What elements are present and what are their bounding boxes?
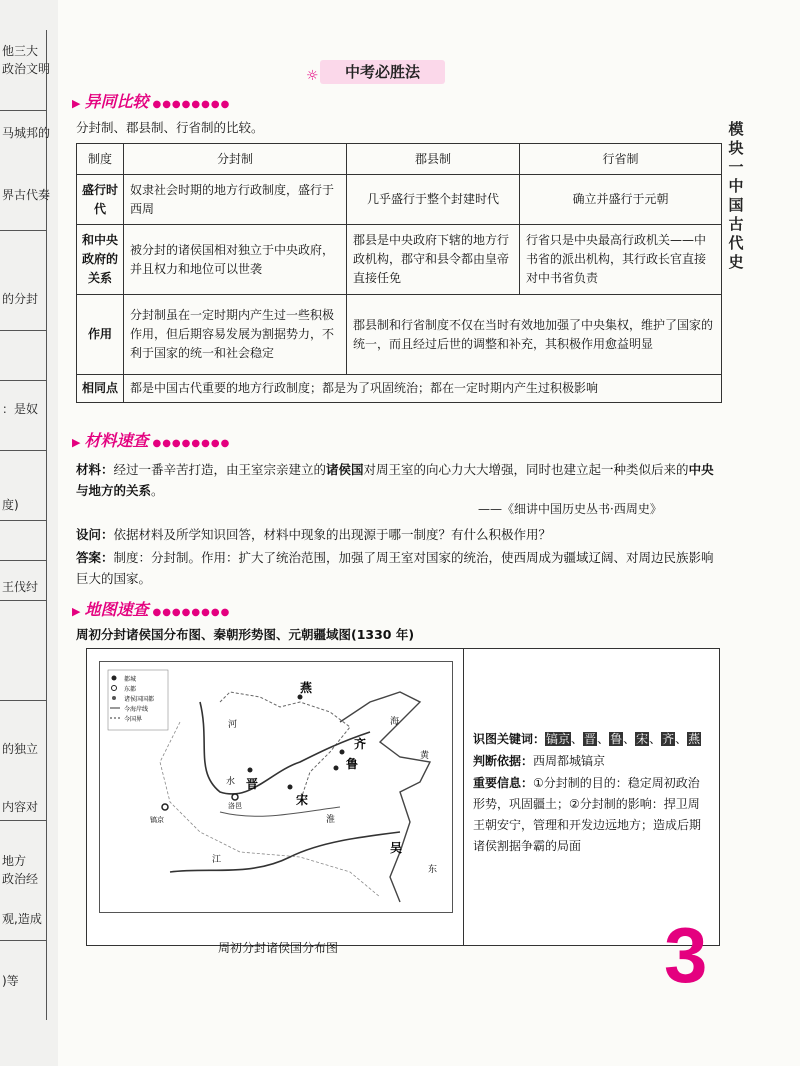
left-rule bbox=[0, 820, 46, 821]
question-label: 设问： bbox=[76, 527, 114, 542]
row-label: 相同点 bbox=[77, 375, 124, 403]
keyword-chip: 晋 bbox=[584, 732, 597, 746]
table-row bbox=[77, 175, 722, 225]
page-number: 3 bbox=[664, 911, 708, 999]
map-basis bbox=[473, 751, 711, 772]
material-source: ——《细讲中国历史丛书·西周史》 bbox=[478, 502, 662, 516]
historical-map bbox=[100, 662, 452, 912]
left-rule bbox=[0, 940, 46, 941]
info-label: 重要信息： bbox=[473, 776, 534, 790]
state-capital-marker bbox=[340, 750, 345, 755]
legend-capital-symbol bbox=[112, 676, 117, 681]
row-label: 盛行时代 bbox=[77, 175, 124, 225]
coastline bbox=[340, 692, 430, 902]
left-rule bbox=[0, 230, 46, 231]
table-row bbox=[77, 375, 722, 403]
material-text: 。 bbox=[151, 483, 164, 498]
left-rule bbox=[0, 520, 46, 521]
map-label-huai: 淮 bbox=[326, 815, 336, 825]
answer-paragraph bbox=[76, 547, 716, 589]
map-label-jiang: 江 bbox=[212, 855, 222, 865]
answer-text: 制度：分封制。作用：扩大了统治范围，加强了周王室对国家的统治，使西周成为疆域辽阔、对周边民族影响巨大的国家。 bbox=[76, 550, 714, 586]
state-capital-marker bbox=[288, 785, 293, 790]
keywords-label: 识图关键词： bbox=[473, 732, 546, 746]
answer-label: 答案： bbox=[76, 550, 114, 565]
left-rule bbox=[0, 560, 46, 561]
legend-text: 诸侯国国都 bbox=[124, 696, 155, 703]
left-fragment: 的独立 bbox=[2, 742, 39, 756]
left-fragment: 他三大 bbox=[2, 44, 39, 58]
left-fragment: 内容对 bbox=[2, 800, 39, 814]
luoyi-capital-marker bbox=[232, 794, 238, 800]
left-fragment: 地方 bbox=[2, 854, 27, 868]
map-label-water: 水 bbox=[226, 777, 236, 787]
section-title-material bbox=[72, 428, 230, 451]
keyword-chip: 燕 bbox=[688, 732, 701, 746]
legend-state-capital-symbol bbox=[112, 696, 116, 700]
left-fragment: )等 bbox=[2, 974, 19, 988]
map-label-luoyi: 洛邑 bbox=[228, 802, 242, 810]
left-rule bbox=[0, 600, 46, 601]
left-fragment: ：是奴 bbox=[2, 402, 39, 416]
basis-text: 西周都城镐京 bbox=[533, 754, 606, 768]
left-fragment: 观,造成 bbox=[2, 912, 42, 926]
material-label: 材料： bbox=[76, 462, 114, 477]
left-rule bbox=[0, 700, 46, 701]
section-title-text: 材料速查 bbox=[84, 431, 149, 450]
map-intro: 周初分封诸侯国分布图、秦朝形势图、元朝疆域图(1330 年) bbox=[76, 627, 415, 642]
section-title-map bbox=[72, 597, 230, 620]
dots-decoration: ●●●●●●●● bbox=[152, 99, 231, 110]
map-label-river: 河 bbox=[228, 720, 238, 730]
table-header: 分封制 bbox=[124, 144, 347, 175]
section-intro: 分封制、郡县制、行省制的比较。 bbox=[76, 120, 264, 135]
map-label-lu: 鲁 bbox=[346, 757, 359, 771]
state-capital-marker bbox=[334, 766, 339, 771]
map-info bbox=[473, 773, 711, 857]
map-label-wu: 吴 bbox=[390, 841, 403, 855]
keyword-chip: 宋 bbox=[636, 732, 649, 746]
legend-text: 都城 bbox=[124, 676, 137, 683]
left-fragment: 政治经 bbox=[2, 872, 39, 886]
table-header: 制度 bbox=[77, 144, 124, 175]
state-capital-marker bbox=[248, 768, 253, 773]
keyword-chip: 鲁 bbox=[610, 732, 623, 746]
left-fragment: 的分封 bbox=[2, 292, 39, 306]
table-cell: 确立并盛行于元朝 bbox=[520, 175, 722, 225]
map-label-haojing: 镐京 bbox=[150, 816, 164, 824]
table-cell: 都是中国古代重要的地方行政制度；都是为了巩固统治；都在一定时期内产生过积极影响 bbox=[124, 375, 722, 403]
left-fragment: 界古代奏 bbox=[2, 188, 51, 202]
triangle-icon: ▶ bbox=[72, 97, 81, 110]
triangle-icon: ▶ bbox=[72, 436, 81, 449]
map-label-qi: 齐 bbox=[354, 737, 367, 751]
triangle-icon: ▶ bbox=[72, 605, 81, 618]
sun-icon: ☼ bbox=[306, 68, 319, 84]
table-cell: 行省只是中央最高行政机关——中书省的派出机构，其行政长官直接对中书省负责 bbox=[520, 225, 722, 295]
left-rule bbox=[0, 110, 46, 111]
material-paragraph bbox=[76, 459, 716, 501]
yangtze-river bbox=[170, 832, 403, 872]
keyword-chip: 齐 bbox=[662, 732, 675, 746]
table-cell: 郡县制和行省制度不仅在当时有效地加强了中央集权，维护了国家的统一，而且经过后世的调整和补充，其积极作用愈益明显 bbox=[347, 295, 722, 375]
question-paragraph bbox=[76, 524, 716, 545]
row-label: 作用 bbox=[77, 295, 124, 375]
dots-decoration: ●●●●●●●● bbox=[152, 438, 231, 449]
table-cell: 几乎盛行于整个封建时代 bbox=[347, 175, 520, 225]
map-label-song: 宋 bbox=[296, 793, 309, 807]
left-fragment: 度) bbox=[2, 498, 19, 512]
page-title: 中考必胜法 bbox=[344, 63, 420, 81]
map-keywords: 识图关键词：镐京、晋、鲁、宋、齐、燕 bbox=[473, 732, 701, 746]
legend-text: 今国界 bbox=[124, 716, 143, 723]
map-box bbox=[86, 648, 720, 946]
keyword-chip: 镐京 bbox=[546, 732, 571, 746]
haojing-capital-marker bbox=[162, 804, 168, 810]
material-keyword: 中央与地方的关系 bbox=[76, 462, 714, 498]
map-label-yellow: 黄 bbox=[420, 751, 430, 761]
left-fragment: 马城邦的 bbox=[2, 126, 51, 140]
section-title-text: 异同比较 bbox=[84, 92, 149, 111]
left-rule bbox=[0, 450, 46, 451]
map-divider bbox=[463, 649, 464, 945]
comparison-table bbox=[76, 143, 722, 403]
table-cell: 分封制虽在一定时期内产生过一些积极作用，但后期容易发展为割据势力，不利于国家的统一和社会稳定 bbox=[124, 295, 347, 375]
table-cell: 奴隶社会时期的地方行政制度，盛行于西周 bbox=[124, 175, 347, 225]
basis-label: 判断依据： bbox=[473, 754, 534, 768]
material-text: 经过一番辛苦打造，由王室宗亲建立的 bbox=[113, 462, 327, 477]
map-label-yan: 燕 bbox=[300, 681, 313, 695]
info-text: ①分封制的目的：稳定周初政治形势，巩固疆土；②分封制的影响：捍卫周王朝安宁，管理和开发边远地方；造成后期诸侯割据争霸的局面 bbox=[473, 776, 702, 853]
map-figure bbox=[99, 661, 453, 913]
dots-decoration: ●●●●●●●● bbox=[152, 607, 231, 618]
material-text: 对周王室的向心力大大增强，同时也建立起一种类似后来的 bbox=[363, 462, 689, 477]
table-row bbox=[77, 225, 722, 295]
table-row bbox=[77, 295, 722, 375]
map-label-jin: 晋 bbox=[246, 777, 259, 791]
left-fragment: 王伐纣 bbox=[2, 580, 39, 594]
book-page bbox=[58, 0, 800, 1066]
state-capital-marker bbox=[298, 695, 303, 700]
left-fragment: 政治文明 bbox=[2, 62, 51, 76]
map-label-east: 东 bbox=[428, 865, 438, 875]
table-cell: 郡县是中央政府下辖的地方行政机构，郡守和县令都由皇帝直接任免 bbox=[347, 225, 520, 295]
section-title-text: 地图速查 bbox=[84, 600, 149, 619]
legend-text: 今海岸线 bbox=[124, 706, 149, 713]
material-keyword: 诸侯国 bbox=[326, 462, 364, 477]
left-page-edge bbox=[0, 0, 60, 1066]
table-header: 郡县制 bbox=[347, 144, 520, 175]
row-label: 和中央政府的关系 bbox=[77, 225, 124, 295]
section-title-compare bbox=[72, 89, 230, 112]
left-page-rule bbox=[46, 30, 47, 1020]
question-text: 依据材料及所学知识回答，材料中现象的出现源于哪一制度？有什么积极作用？ bbox=[113, 527, 552, 542]
left-rule bbox=[0, 380, 46, 381]
table-cell: 被分封的诸侯国相对独立于中央政府，并且权力和地位可以世袭 bbox=[124, 225, 347, 295]
table-header: 行省制 bbox=[520, 144, 722, 175]
module-side-tab: 模块一中国古代史 bbox=[728, 120, 744, 271]
map-label-sea: 海 bbox=[390, 717, 400, 727]
left-rule bbox=[0, 330, 46, 331]
map-caption: 周初分封诸侯国分布图 bbox=[218, 941, 339, 955]
header-banner bbox=[306, 60, 445, 84]
table-header-row bbox=[77, 144, 722, 175]
legend-text: 东都 bbox=[124, 686, 137, 693]
